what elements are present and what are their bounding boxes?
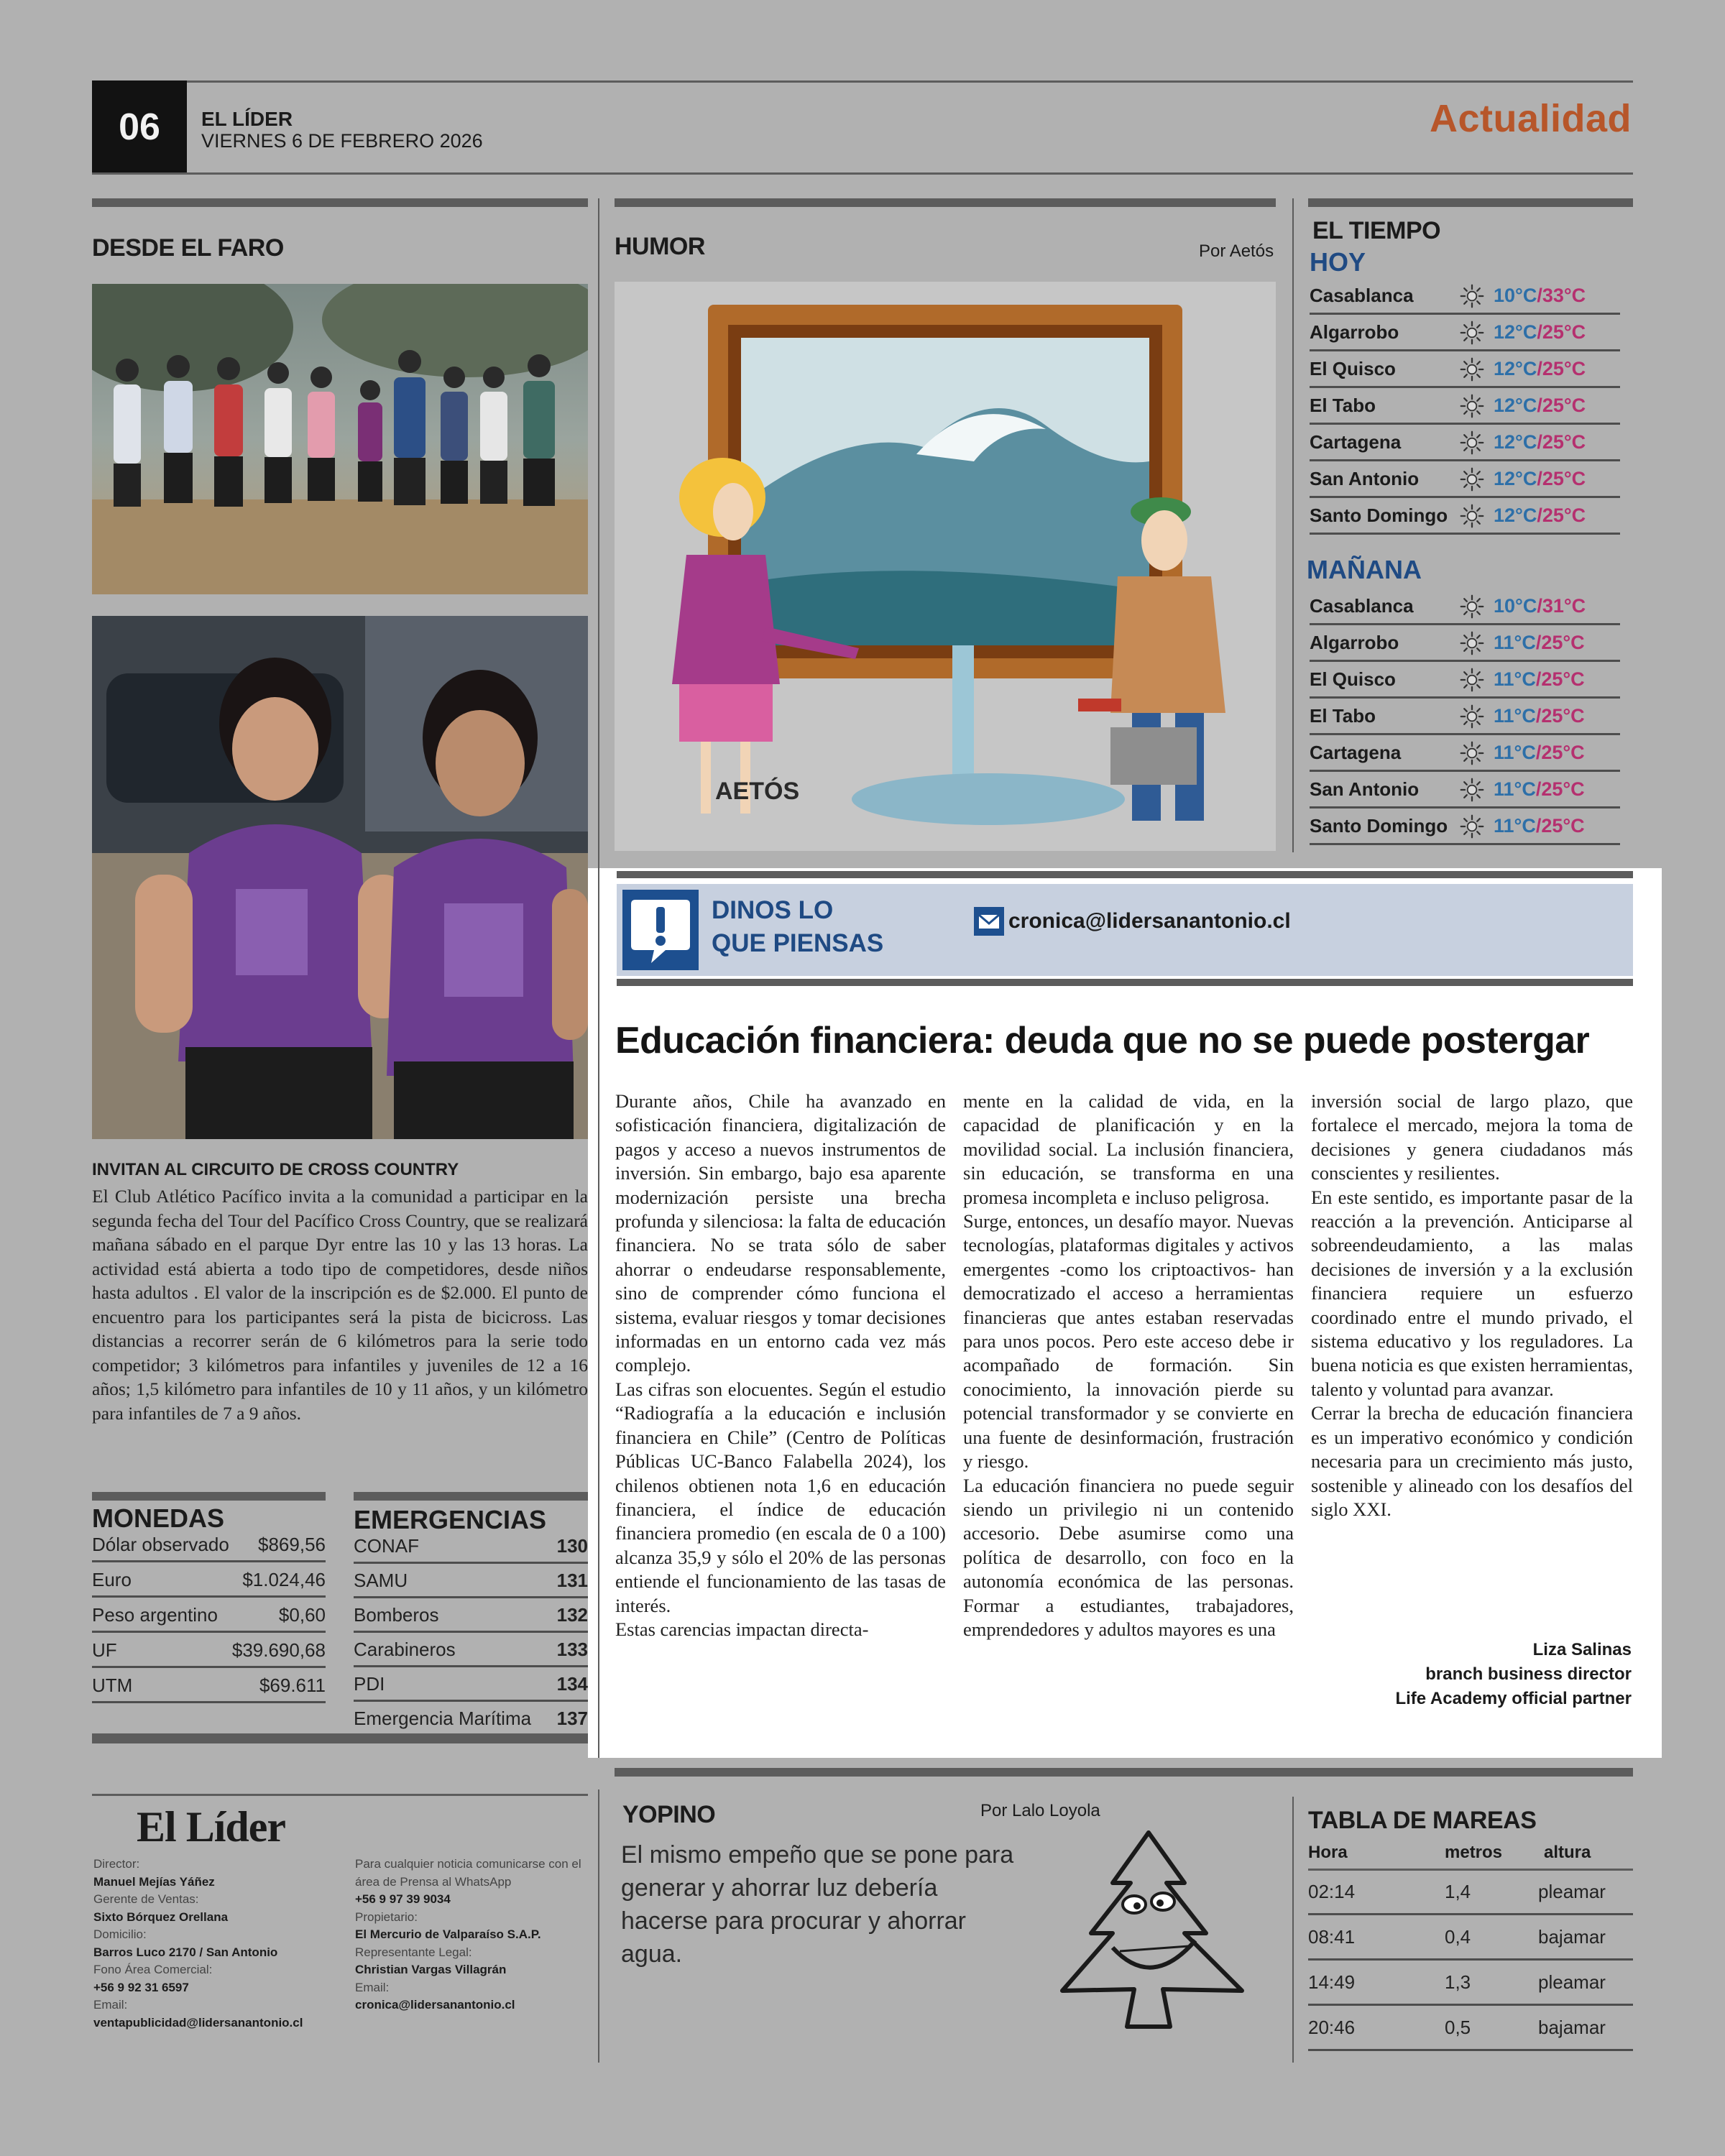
column-divider (598, 198, 599, 1758)
tide-hour: 08:41 (1308, 1926, 1356, 1948)
tide-meters: 0,5 (1445, 2017, 1471, 2038)
faro-title: DESDE EL FARO (92, 234, 284, 262)
temp-low: 11°C (1494, 668, 1536, 690)
emergency-number: 131 (556, 1570, 588, 1591)
article-title: Educación financiera: deuda que no se puede postergar (615, 1020, 1590, 1061)
sun-icon (1450, 318, 1494, 347)
temp-low: 10°C (1494, 285, 1537, 306)
issue-date: VIERNES 6 DE FEBRERO 2026 (201, 130, 483, 152)
caption-title: INVITAN AL CIRCUITO DE CROSS COUNTRY (92, 1160, 459, 1179)
temp-low: 10°C (1494, 595, 1537, 617)
tides-title: TABLA DE MAREAS (1308, 1807, 1537, 1834)
temp-high: /25°C (1537, 321, 1586, 343)
column-divider (1292, 1797, 1294, 2063)
weather-temp (1494, 505, 1586, 527)
weather-temp (1494, 285, 1586, 307)
article-paragraph: Las cifras son elocuentes. Según el estudio “Radiografía a la educación e inclusión financiera en Chile” (Centro de Políticas Públicas UC-Banco Falabella 2024), los chilenos obtienen nota 1,6 en educación financiera, el índice de educación financiera promedio (en escala de 0 a 100) alcanza 35,9 y sólo el 20% de las personas entiende el funcionamiento de las tasas de interés. (615, 1378, 946, 1616)
weather-temp (1494, 395, 1586, 417)
imprint-right (355, 1856, 592, 2014)
section-bar (92, 198, 588, 207)
weather-city: Cartagena (1310, 431, 1402, 453)
envelope-icon (974, 907, 1004, 936)
temp-high: /25°C (1535, 742, 1585, 763)
temp-low: 12°C (1494, 395, 1537, 416)
weather-city: El Tabo (1310, 705, 1376, 727)
humor-cartoon (615, 282, 1276, 851)
tide-row (1308, 1916, 1633, 1961)
exclamation-icon (622, 890, 699, 970)
temp-high: /25°C (1537, 468, 1586, 489)
weather-city: Casablanca (1310, 595, 1414, 617)
weather-row (1310, 389, 1620, 425)
author-name: Liza Salinas (1532, 1640, 1632, 1659)
imprint-label: Representante Legal: (355, 1945, 472, 1959)
tides-header-hora: Hora (1308, 1843, 1348, 1862)
tree-character-drawing (1026, 1825, 1271, 2034)
currency-label: UTM (92, 1674, 133, 1696)
yopino-title: YOPINO (622, 1801, 716, 1828)
temp-high: /25°C (1537, 431, 1586, 453)
weather-row (1310, 279, 1620, 315)
temp-high: /25°C (1537, 395, 1586, 416)
sun-icon (1450, 428, 1494, 457)
emergencias-title: EMERGENCIAS (354, 1505, 547, 1534)
el-lider-logo: El Líder (137, 1803, 286, 1851)
temp-high: /25°C (1537, 358, 1586, 379)
temp-high: /25°C (1537, 505, 1586, 526)
weather-city: El Quisco (1310, 358, 1396, 379)
tide-meters: 1,4 (1445, 1881, 1471, 1902)
tide-hour: 02:14 (1308, 1881, 1356, 1902)
imprint-value: +56 9 92 31 6597 (93, 1980, 189, 1994)
sun-icon (1450, 739, 1494, 768)
sun-icon (1450, 665, 1494, 694)
weather-temp (1494, 595, 1586, 617)
emergency-label: Carabineros (354, 1639, 456, 1660)
temp-low: 11°C (1494, 815, 1536, 837)
temp-low: 12°C (1494, 468, 1537, 489)
weather-city: Algarrobo (1310, 321, 1399, 343)
weather-row (1310, 462, 1620, 498)
temp-low: 12°C (1494, 321, 1537, 343)
temp-high: /25°C (1535, 815, 1585, 837)
tide-meters: 1,3 (1445, 1971, 1471, 1993)
emergency-row (354, 1604, 588, 1633)
weather-city: Santo Domingo (1310, 815, 1448, 837)
temp-high: /25°C (1535, 632, 1585, 653)
imprint-value: cronica@lidersanantonio.cl (355, 1998, 515, 2012)
dinos-line2: QUE PIENSAS (712, 929, 884, 957)
imprint-label: Gerente de Ventas: (93, 1892, 199, 1906)
weather-city: Casablanca (1310, 285, 1414, 306)
currency-value: $0,60 (278, 1604, 326, 1626)
weather-city: Cartagena (1310, 742, 1402, 763)
yopino-text: El mismo empeño que se pone para generar y ahorrar luz debería hacerse para procurar y ahorrar agua. (621, 1841, 1014, 1968)
emergency-label: PDI (354, 1673, 385, 1695)
humor-title: HUMOR (615, 233, 705, 260)
article-column-3 (1311, 1089, 1633, 1521)
dinos-line1: DINOS LO (712, 896, 834, 924)
imprint-label: Email: (355, 1980, 390, 1994)
temp-low: 11°C (1494, 742, 1536, 763)
imprint-label: Fono Área Comercial: (93, 1963, 213, 1976)
currency-label: Euro (92, 1569, 132, 1590)
dinos-heading (712, 894, 883, 960)
caption-body: El Club Atlético Pacífico invita a la comunidad a participar en la segunda fecha del Tour del Pacífico Cross Country, que se realizará mañana sábado en el parque Dyr entre las 10 y las 13 horas. La actividad está abierta a todo tipo de competidores, desde niños hasta adultos . El valor de la inscripción es de $2.000. El punto de encuentro para los participantes será la pista de bicicross. Las distancias a recorrer serán de 6 kilómetros para la serie todo competidor; 3 kilómetros para infantiles y juveniles de 12 a 16 años; 1,5 kilómetro para infantiles de 10 y 11 años, y un kilómetro para infantiles de 7 a 9 años. (92, 1186, 588, 1424)
temp-low: 12°C (1494, 505, 1537, 526)
weather-temp (1494, 705, 1585, 727)
article-paragraph: La educación financiera no puede seguir siendo un privilegio ni un contenido accesorio. Debe asumirse como una política de desarrollo, con foco en la autonomía económica de las personas. Formar a estudiantes, trabajadores, emprendedores y adultos mayores es una (963, 1474, 1294, 1640)
currency-label: UF (92, 1639, 117, 1661)
temp-low: 11°C (1494, 778, 1536, 800)
sun-icon (1450, 465, 1494, 494)
emergency-label: Emergencia Marítima (354, 1708, 532, 1729)
section-bar (617, 871, 1633, 878)
sun-icon (1450, 502, 1494, 530)
imprint-label: Director: (93, 1857, 140, 1871)
weather-temp (1494, 742, 1585, 764)
currency-value: $1.024,46 (242, 1569, 326, 1590)
tides-header-metros: metros (1445, 1843, 1503, 1862)
temp-low: 12°C (1494, 431, 1537, 453)
imprint-intro: Para cualquier noticia comunicarse con el área de Prensa al WhatsApp (355, 1857, 581, 1889)
article-column-2 (963, 1089, 1294, 1641)
group-photo (92, 284, 588, 594)
cartoon-signature: AETÓS (715, 778, 800, 805)
currency-row (92, 1569, 326, 1598)
weather-tomorrow-label: MAÑANA (1307, 555, 1422, 584)
section-bar (617, 979, 1633, 986)
article-paragraph: inversión social de largo plazo, que fortalece el mercado, mejora la toma de decisiones y genera ciudadanos más conscientes y resilientes. (1311, 1090, 1633, 1184)
section-bar (615, 1768, 1633, 1777)
tide-hour: 20:46 (1308, 2017, 1356, 2038)
weather-temp (1494, 358, 1586, 380)
weather-row (1310, 809, 1620, 845)
page-number: 06 (92, 80, 187, 174)
temp-high: /25°C (1535, 778, 1585, 800)
imprint-left (93, 1856, 338, 2032)
monedas-title: MONEDAS (92, 1503, 225, 1533)
weather-row (1310, 315, 1620, 351)
runners-photo (92, 616, 588, 1139)
currency-value: $869,56 (258, 1534, 326, 1555)
imprint-value: Sixto Bórquez Orellana (93, 1909, 229, 1924)
weather-row (1310, 589, 1620, 625)
sun-icon (1450, 775, 1494, 804)
column-divider (1292, 198, 1294, 852)
emergency-label: Bomberos (354, 1604, 439, 1626)
column-divider (598, 1789, 599, 2063)
header-top-rule (92, 80, 1633, 83)
emergency-label: CONAF (354, 1535, 419, 1557)
emergency-number: 133 (556, 1639, 588, 1660)
emergency-row (354, 1639, 588, 1667)
weather-city: El Quisco (1310, 668, 1396, 690)
imprint-value: El Mercurio de Valparaíso S.A.P. (355, 1927, 541, 1941)
weather-temp (1494, 632, 1585, 654)
article-paragraph: mente en la calidad de vida, en la capacidad de planificación y en la movilidad social. La inclusión financiera, sin educación, se transforma en una promesa incompleta e incluso peligrosa. (963, 1090, 1294, 1208)
tide-meters: 0,4 (1445, 1926, 1471, 1948)
tide-row (1308, 2007, 1633, 2051)
weather-city: Santo Domingo (1310, 505, 1448, 526)
article-paragraph: Cerrar la brecha de educación financiera es un imperativo económico y condición necesaria para un crecimiento más justo, sostenible y alineado con los desafíos del siglo XXI. (1311, 1402, 1633, 1520)
weather-row (1310, 699, 1620, 735)
imprint-label: Email: (93, 1998, 128, 2012)
temp-low: 12°C (1494, 358, 1537, 379)
imprint-phone: +56 9 97 39 9034 (355, 1892, 451, 1906)
imprint-value: Barros Luco 2170 / San Antonio (93, 1945, 278, 1959)
weather-title: EL TIEMPO (1312, 217, 1441, 244)
section-name: Actualidad (1429, 97, 1632, 140)
section-bar (1308, 198, 1633, 207)
section-bar (92, 1733, 588, 1743)
author-role: branch business director (1425, 1664, 1632, 1684)
weather-city: San Antonio (1310, 778, 1420, 800)
weather-today-label: HOY (1310, 247, 1366, 277)
weather-temp (1494, 431, 1586, 453)
emergency-number: 130 (556, 1535, 588, 1557)
weather-row (1310, 736, 1620, 772)
weather-temp (1494, 321, 1586, 344)
weather-row (1310, 663, 1620, 699)
weather-row (1310, 499, 1620, 535)
temp-high: /33°C (1537, 285, 1586, 306)
article-paragraph: Estas carencias impactan directa- (615, 1618, 869, 1640)
section-bar (615, 198, 1276, 207)
weather-temp (1494, 815, 1585, 837)
yopino-author: Por Lalo Loyola (980, 1801, 1100, 1820)
tide-row (1308, 1871, 1633, 1915)
tide-type: bajamar (1538, 1926, 1606, 1948)
sun-icon (1450, 282, 1494, 310)
weather-city: El Tabo (1310, 395, 1376, 416)
paper-name: EL LÍDER (201, 108, 293, 130)
dinos-email[interactable] (974, 907, 1291, 936)
emergency-label: SAMU (354, 1570, 408, 1591)
emergency-row (354, 1535, 588, 1564)
sun-icon (1450, 392, 1494, 420)
currency-label: Dólar observado (92, 1534, 229, 1555)
sun-icon (1450, 702, 1494, 731)
currency-label: Peso argentino (92, 1604, 218, 1626)
temp-low: 11°C (1494, 632, 1536, 653)
weather-row (1310, 425, 1620, 461)
weather-temp (1494, 668, 1585, 691)
sun-icon (1450, 355, 1494, 384)
emergency-row (354, 1708, 588, 1736)
tide-type: pleamar (1538, 1971, 1606, 1993)
emergency-number: 132 (556, 1604, 588, 1626)
humor-author: Por Aetós (1199, 241, 1274, 261)
imprint-rule (92, 1794, 588, 1796)
temp-low: 11°C (1494, 705, 1536, 727)
section-bar (92, 1492, 326, 1501)
currency-row (92, 1639, 326, 1668)
article-paragraph: Durante años, Chile ha avanzado en sofisticación financiera, digitalización de pagos y acceso a nuevos instrumentos de inversión. Sin embargo, bajo esa aparente modernización persiste una brecha profunda y silenciosa: la falta de educación financiera. No se trata sólo de saber ahorrar o endeudarse responsablemente, sino de comprender cómo funciona el sistema, evaluar riesgos y tomar decisiones informadas en un entorno cada vez más complejo. (615, 1090, 946, 1376)
email-text: cronica@lidersanantonio.cl (1008, 909, 1291, 933)
tides-header-altura: altura (1544, 1843, 1591, 1862)
currency-value: $39.690,68 (231, 1639, 326, 1661)
article-column-1 (615, 1089, 946, 1641)
sun-icon (1450, 812, 1494, 841)
tide-row (1308, 1961, 1633, 2006)
imprint-value: Christian Vargas Villagrán (355, 1963, 507, 1976)
tide-type: bajamar (1538, 2017, 1606, 2038)
temp-high: /25°C (1535, 668, 1585, 690)
article-paragraph: En este sentido, es importante pasar de la reacción a la prevención. Anticiparse al sobreendeudamiento, a las malas decisiones de inversión y a la exclusión financiera requiere un esfuerzo coordinado entre el mundo privado, el sistema educativo y los reguladores. La buena noticia es que existen herramientas, talento y voluntad para avanzar. (1311, 1186, 1633, 1400)
imprint-label: Domicilio: (93, 1927, 147, 1941)
weather-row (1310, 773, 1620, 808)
tide-type: pleamar (1538, 1881, 1606, 1902)
temp-high: /25°C (1535, 705, 1585, 727)
emergency-row (354, 1673, 588, 1702)
weather-row (1310, 352, 1620, 388)
emergency-row (354, 1570, 588, 1598)
author-org: Life Academy official partner (1395, 1689, 1632, 1708)
sun-icon (1450, 629, 1494, 658)
weather-row (1310, 626, 1620, 662)
header-bottom-rule (92, 172, 1633, 175)
currency-row (92, 1534, 326, 1562)
imprint-label: Propietario: (355, 1909, 418, 1924)
currency-row (92, 1604, 326, 1633)
weather-temp (1494, 778, 1585, 801)
weather-city: Algarrobo (1310, 632, 1399, 653)
tide-hour: 14:49 (1308, 1971, 1356, 1993)
imprint-value: Manuel Mejías Yáñez (93, 1874, 215, 1889)
article-paragraph: Surge, entonces, un desafío mayor. Nuevas tecnologías, plataformas digitales y activos emergentes -como los criptoactivos- han democratizado el acceso a herramientas financieras que antes estaban reservadas para unos pocos. Pero este acceso debe ir acompañado de formación. Sin conocimiento, la innovación pierde su potencial transformador y se convierte en una fuente de desinformación, frustración y riesgo. (963, 1210, 1294, 1473)
emergency-number: 134 (556, 1673, 588, 1695)
weather-temp (1494, 468, 1586, 490)
weather-city: San Antonio (1310, 468, 1420, 489)
emergency-number: 137 (556, 1708, 588, 1729)
sun-icon (1450, 592, 1494, 621)
section-bar (354, 1492, 588, 1501)
imprint-value: ventapublicidad@lidersanantonio.cl (93, 2015, 303, 2030)
temp-high: /31°C (1537, 595, 1586, 617)
currency-row (92, 1674, 326, 1703)
currency-value: $69.611 (259, 1674, 326, 1696)
